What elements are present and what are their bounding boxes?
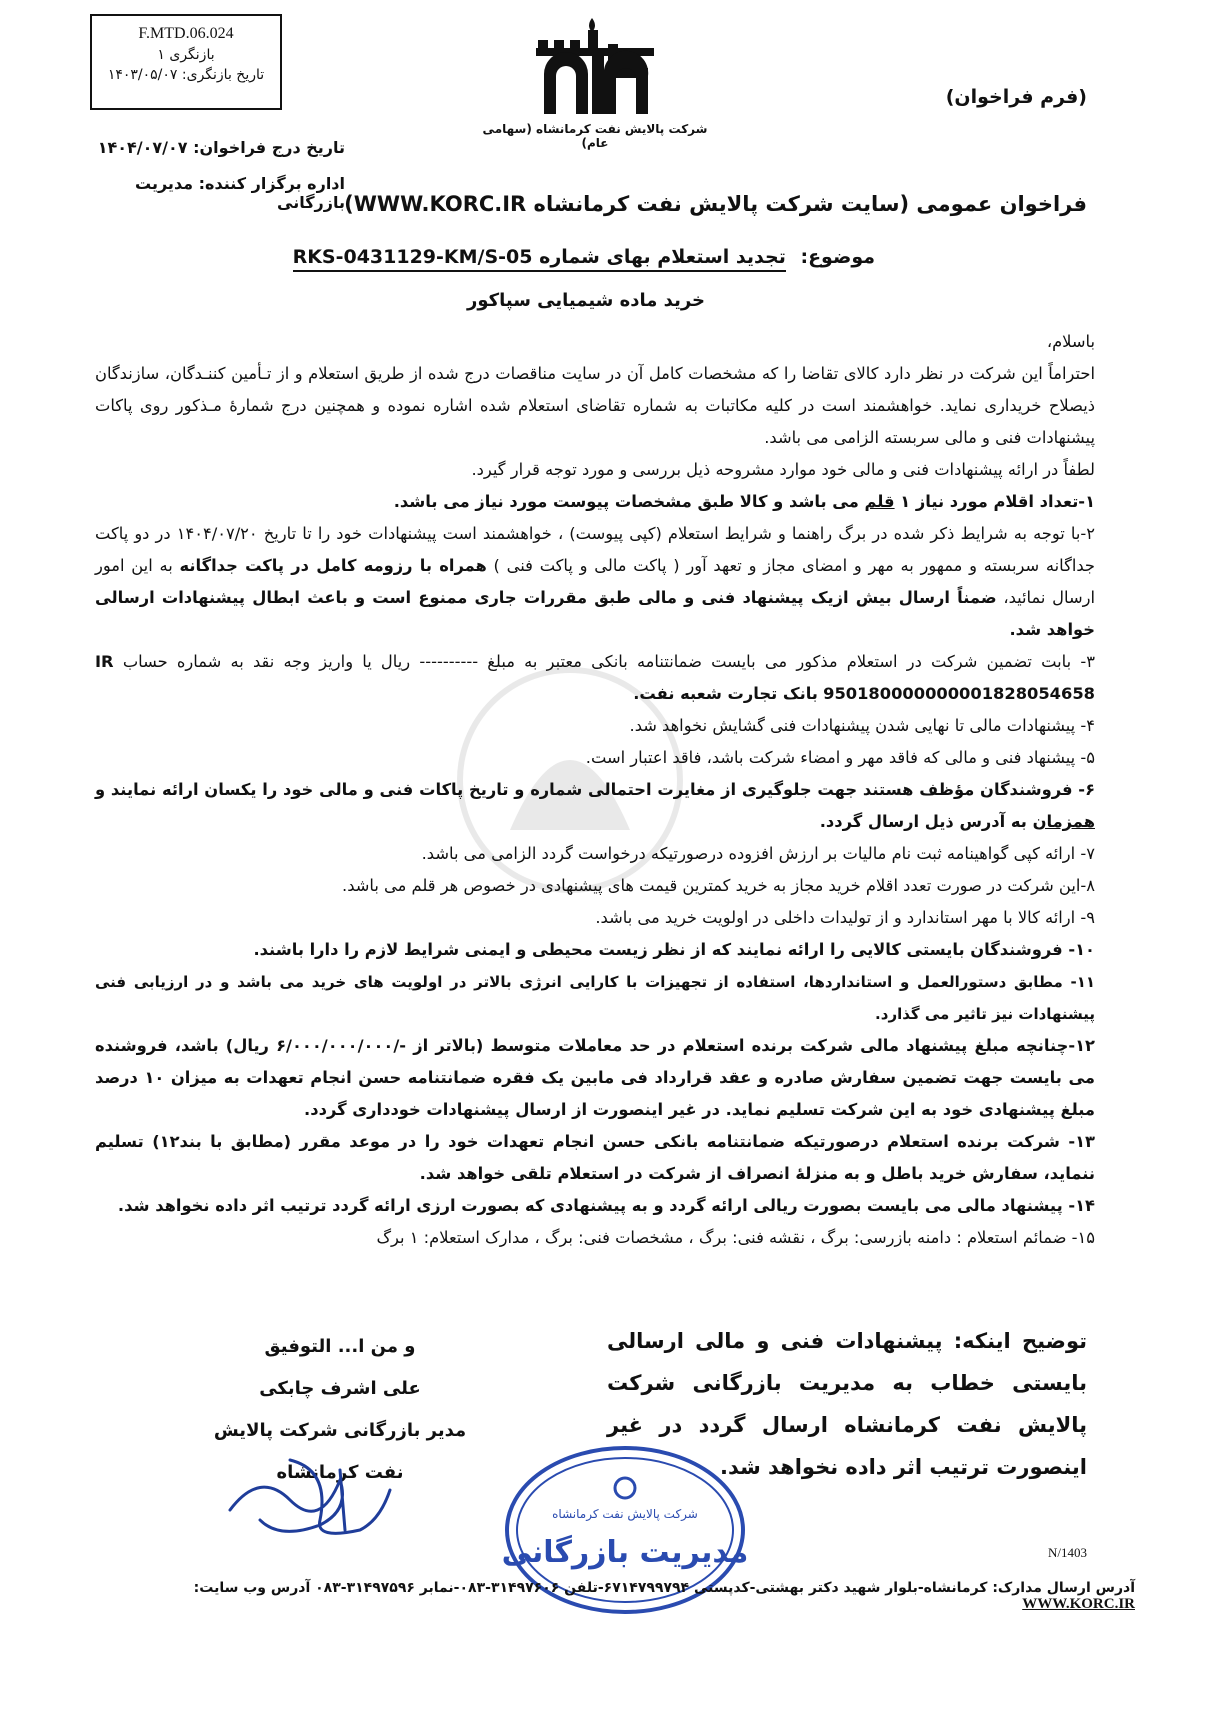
greeting: باسلام، — [1046, 332, 1095, 351]
revision-number: بازنگری ۱ — [157, 47, 215, 64]
subject — [293, 246, 875, 268]
item-12: ۱۲-چنانچه مبلغ پیشنهاد مالی شرکت برنده استعلام در حد معاملات متوسط (بالاتر از -/۶/۰۰۰/۰۰۰/۰۰۰ ریال) باشد، فروشنده می بایست جهت تضمین سفارش صادره و عقد قرارداد فی مابین یک فقره ضمانتنامه حسن انجام تعهدات به میزان ۱۰ درصد مبلغ پیشنهادی خود به این شرکت تسلیم نماید. در غیر اینصورت از ارسال پیشنهادات خودداری گردد. — [95, 1036, 1095, 1119]
item-6-a: ۶- فروشندگان مؤظف هستند جهت جلوگیری از مغایرت احتمالی شماره و تاریخ پاکات فنی و مالی خود را یکسان ارائه نمایند و — [95, 780, 1095, 799]
item-6 — [95, 774, 1095, 838]
item-3-a: ۳- بابت تضمین شرکت در استعلام مذکور می بایست ضمانتنامه بانکی معتبر به مبلغ ---------- ریال یا واریز وجه نقد به شماره حساب — [122, 652, 1095, 671]
subject-label: موضوع: — [800, 246, 875, 268]
item-7: ۷- ارائه کپی گواهینامه ثبت نام مالیات بر ارزش افزوده درصورتیکه درخواست گردد الزامی می باشد. — [421, 844, 1095, 863]
intro-paragraph-2: لطفاً در ارائه پیشنهادات فنی و مالی خود موارد مشروحه ذیل بررسی و مورد توجه قرار گیرد. — [471, 460, 1095, 479]
address-label: آدرس ارسال مدارک: — [992, 1580, 1135, 1596]
item-1-c: می باشد و کالا طبق مشخصات پیوست مورد نیاز می باشد. — [393, 492, 859, 511]
form-code: F.MTD.06.024 — [138, 25, 234, 42]
revision-date: تاریخ بازنگری: ۱۴۰۳/۰۵/۰۷ — [107, 67, 265, 84]
item-14: ۱۴- پیشنهاد مالی می بایست بصورت ریالی ارائه گردد و به پیشنهادی که بصورت ارزی ارائه گردد ترتیب اثر داده نخواهد شد. — [117, 1196, 1095, 1215]
company-name: شرکت پالایش نفت کرمانشاه (سهامی عام) — [482, 122, 708, 150]
item-13: ۱۳- شرکت برنده استعلام درصورتیکه ضمانتنامه بانکی حسن انجام تعهدات خود را در موعد مقرر (مطابق با بند۱۲) تسلیم ننماید، سفارش خرید باطل و به منزلهٔ انصراف از شرکت در استعلام تلقی خواهد شد. — [95, 1132, 1095, 1183]
item-11: ۱۱- مطابق دستورالعمل و استانداردها، استفاده از تجهیزات با کارایی انرژی بالاتر در اولویت های خرید می باشد و در ارزیابی فنی پیشنهادات نیز تاثیر می گذارد. — [95, 973, 1095, 1023]
stamp-top-text: شرکت پالایش نفت کرمانشاه — [552, 1507, 698, 1521]
item-1-a: ۱-تعداد اقلام مورد نیاز ۱ — [900, 492, 1095, 511]
headline: فراخوان عمومی (سایت شرکت پالایش نفت کرمانشاه WWW.KORC.IR) — [344, 192, 1087, 216]
address-line — [95, 1580, 1135, 1613]
item-2 — [95, 518, 1095, 646]
item-8: ۸-این شرکت در صورت تعدد اقلام خرید مجاز به خرید کمترین قیمت های پیشنهادی در خصوص هر قلم می باشد. — [342, 876, 1095, 895]
intro-paragraph: احتراماً این شرکت در نظر دارد کالای تقاضا را که مشخصات کامل آن در سایت مناقصات درج شده از طریق استعلام و از تـأمین کننـدگان، سازندگان ذیصلاح خریداری نماید. خواهشمند است در کلیه مکاتبات به شماره تقاضای استعلام شده اشاره نموده و همچنین درج شمارهٔ مـذکور روی پاکات پیشنهادات فنی و مالی سربسته الزامی می باشد. — [95, 364, 1095, 447]
closing: و من ا... التوفیق — [264, 1336, 416, 1357]
item-10: ۱۰- فروشندگان بایستی کالایی را ارائه نمایند که از نظر زیست محیطی و ایمنی شرایط لازم را دارا باشند. — [253, 940, 1095, 959]
item-2-a: ۲-با توجه به شرایط ذکر شده در برگ راهنما و شرایط استعلام (کپی پیوست) ، خواهشمند است پیشنهادات خود را تا تاریخ ۱۴۰۴/۰۷/۲۰ در دو پاکت جداگانه سربسته و ممهور به مهر و امضای مجاز و تعهد آور ( پاکت مالی و پاکت فنی ) — [95, 524, 1096, 575]
item-2-c: به این امور ارسال نمائید، — [95, 556, 1095, 607]
item-3-bank: بانک تجارت شعبه نفت. — [633, 684, 818, 703]
item-1-b: قلم — [864, 492, 895, 511]
company-logo-icon — [530, 14, 660, 124]
organizer: اداره برگزار کننده: مدیریت بازرگانی — [135, 174, 345, 212]
item-5: ۵- پیشنهاد فنی و مالی که فاقد مهر و امضاء شرکت باشد، فاقد اعتبار است. — [585, 748, 1095, 767]
stamp-text: مدیریت بازرگانی — [501, 1535, 749, 1570]
handwritten-signature-icon — [220, 1440, 410, 1550]
document-body — [95, 326, 1095, 1254]
item-3 — [95, 646, 1095, 710]
item-3-account: IR 950180000000001828054658 — [95, 652, 1095, 703]
form-title: (فرم فراخوان) — [945, 86, 1087, 108]
call-date: تاریخ درج فراخوان: ۱۴۰۴/۰۷/۰۷ — [97, 138, 345, 157]
item-15: ۱۵- ضمائم استعلام : دامنه بازرسی: برگ ، نقشه فنی: برگ ، مشخصات فنی: برگ ، مدارک استعلام: ۱ برگ — [376, 1228, 1095, 1247]
item-6-c: به آدرس ذیل ارسال گردد. — [819, 812, 1027, 831]
reference-number: N/1403 — [1048, 1545, 1087, 1560]
address-text: کرمانشاه-بلوار شهید دکتر بهشتی-کدپستی ۶۷۱۴۷۹۹۷۹۴-تلفن ۳۱۴۹۷۶۰۶-۰۸۳-نمابر ۳۱۴۹۷۵۹۶-۰۸۳ آدرس وب سایت: — [193, 1580, 988, 1596]
item-2-b: همراه با رزومه کامل در پاکت جداگانه — [179, 556, 487, 575]
signer-name: علی اشرف چابکی — [259, 1378, 421, 1399]
item-9: ۹- ارائه کالا با مهر استاندارد و از تولیدات داخلی در اولویت خرید می باشد. — [595, 908, 1095, 927]
item-4: ۴- پیشنهادات مالی تا نهایی شدن پیشنهادات فنی گشایش نخواهد شد. — [629, 716, 1095, 735]
item-6-b: همزمان — [1032, 812, 1095, 831]
website-link[interactable]: WWW.KORC.IR — [1022, 1596, 1135, 1612]
item-2-d: ضمناً ارسال بیش ازیک پیشنهاد فنی و مالی طبق مقررات جاری ممنوع است و باعث ابطال پیشنهادات ارسالی خواهد شد. — [95, 588, 1095, 639]
note-paragraph: توضیح اینکه: پیشنهادات فنی و مالی ارسالی بایستی خطاب به مدیریت بازرگانی شرکت پالایش نفت کرمانشاه ارسال گردد در غیر اینصورت ترتیب اثر داده نخواهد شد. — [607, 1329, 1087, 1479]
subject-value: تجدید استعلام بهای شماره RKS-0431129-KM/S-05 — [293, 246, 786, 272]
form-code-box — [90, 14, 282, 110]
signer-title: مدیر بازرگانی شرکت پالایش نفت کرمانشاه — [213, 1420, 467, 1483]
subject-line-2: خرید ماده شیمیایی سپاکور — [466, 290, 705, 311]
item-1 — [95, 486, 1095, 518]
